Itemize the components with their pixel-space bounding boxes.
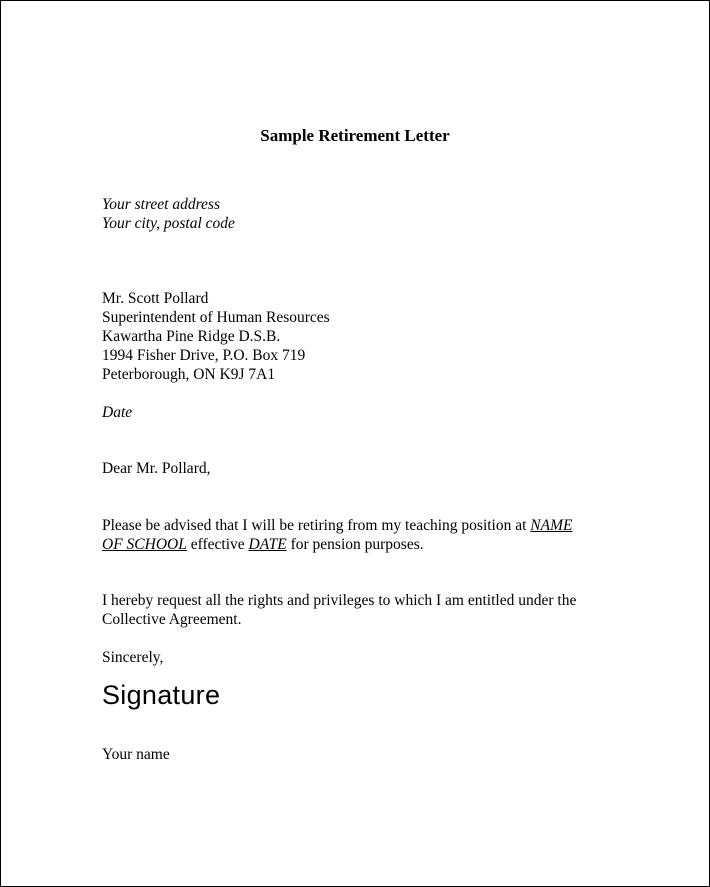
paragraph2-line1: I hereby request all the rights and privileges to which I am entitled under the: [102, 592, 577, 609]
paragraph1-text-a: Please be advised that I will be retiring from my teaching position at: [102, 517, 531, 534]
school-name-field-part2: OF SCHOOL: [102, 536, 187, 553]
sender-address-block: [102, 195, 622, 233]
sender-city: Your city, postal code: [102, 215, 235, 232]
signature: Signature: [102, 680, 221, 710]
paragraph-rights-request: [102, 591, 622, 629]
recipient-position: Superintendent of Human Resources: [102, 309, 330, 326]
recipient-address-block: [102, 289, 622, 384]
sender-street: Your street address: [102, 196, 220, 213]
effective-date-field: DATE: [248, 536, 287, 553]
recipient-name: Mr. Scott Pollard: [102, 290, 209, 307]
paragraph1-text-c: for pension purposes.: [286, 536, 424, 553]
date-placeholder: Date: [102, 404, 133, 421]
letter-title: Sample Retirement Letter: [260, 126, 450, 145]
closing: Sincerely,: [102, 649, 164, 666]
recipient-organization: Kawartha Pine Ridge D.S.B.: [102, 328, 281, 345]
recipient-city: Peterborough, ON K9J 7A1: [102, 366, 276, 383]
paragraph-retirement-notice: [102, 516, 622, 554]
name-placeholder: Your name: [102, 746, 170, 763]
salutation: Dear Mr. Pollard,: [102, 460, 211, 477]
paragraph1-text-b: effective: [186, 536, 249, 553]
recipient-street: 1994 Fisher Drive, P.O. Box 719: [102, 347, 306, 364]
school-name-field-part1: NAME: [530, 517, 573, 534]
paragraph2-line2: Collective Agreement.: [102, 611, 242, 628]
